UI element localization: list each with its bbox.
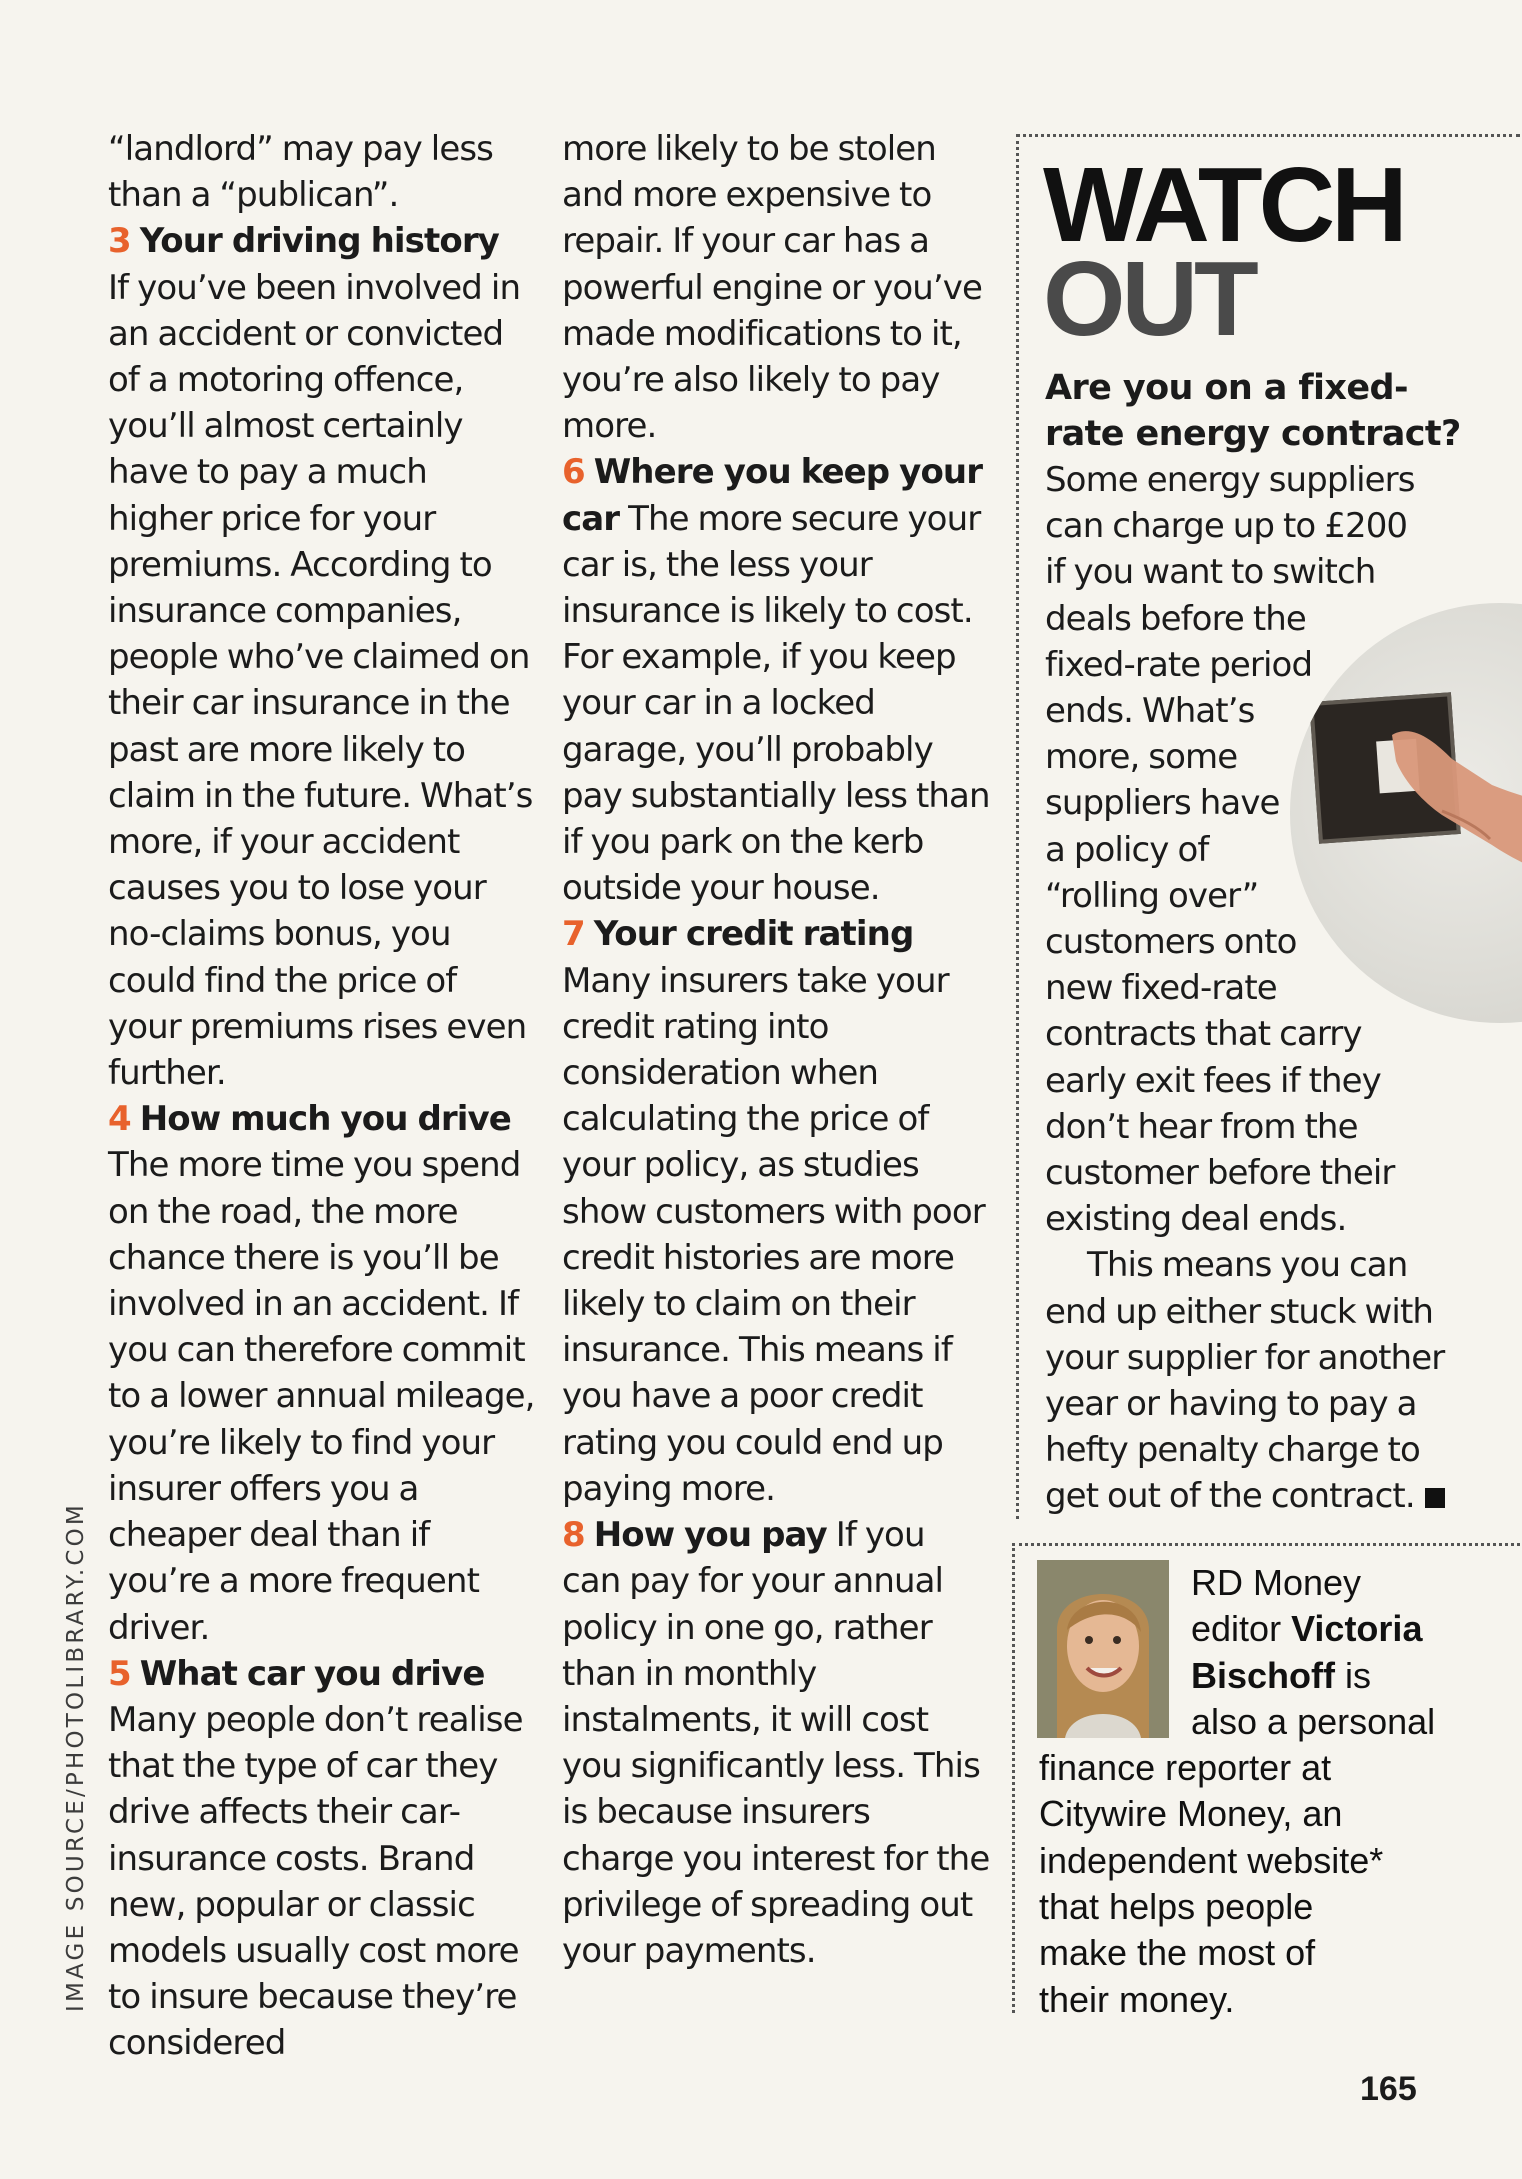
bio-line: also a personal [1191,1700,1436,1742]
section-7 [562,911,990,1512]
section-5 [108,1651,536,2067]
end-mark-icon [1425,1488,1445,1508]
bio-line [1039,1653,1509,1699]
sidebar-line: don’t hear from the [1045,1106,1358,1147]
section-6 [562,449,990,911]
section-4 [108,1096,536,1650]
bio-line: independent website* [1039,1839,1384,1881]
bio-line: make the most of [1039,1932,1316,1974]
sidebar-line: customer before their [1045,1153,1395,1194]
section-5-body: Many people don’t realise that the type of car they drive affects their car-insurance costs. Brand new, popular or classic models usually cost more to insure because they’re considered [108,1699,523,2064]
sidebar-line: more, some [1045,737,1238,778]
bio-line [1039,1606,1509,1652]
section-4-body: The more time you spend on the road, the more chance there is you’ll be involved in an accident. If you can therefore commit to a lower annual mileage, you’re likely to find your insurer offers you a cheaper deal than if you’re a more frequent driver. [108,1145,535,1648]
author-name-last: Bischoff [1191,1654,1335,1696]
sidebar-line: customers onto [1045,922,1297,963]
section-3-number: 3 [108,221,131,262]
section-5-number: 5 [108,1653,131,1694]
author-bio-text [1039,1560,1509,2023]
section-3-body: If you’ve been involved in an accident or convicted of a motoring offence, you’ll almost certainly have to pay a much higher price for your premiums. According to insurance companies, people who’ve claimed on their car insurance in the past are more likely to claim in the future. What’s more, if your accident causes you to lose your no-claims bonus, you could find the price of your premiums rises even further. [108,267,533,1094]
sidebar-line: contracts that carry [1045,1014,1362,1055]
sidebar-line: existing deal ends. [1045,1199,1347,1240]
bio-line: their money. [1039,1978,1235,2020]
bio-line: Citywire Money, an [1039,1793,1343,1835]
sidebar-title-out: OUT [1043,240,1255,358]
sidebar-line: can charge up to £200 [1045,506,1408,547]
bio-line: RD Money [1191,1562,1362,1603]
sidebar-title-watch: WATCH [1043,146,1404,264]
column-1-intro: “landlord” may pay less than a “publican”. [108,129,493,216]
hand-icon [1382,715,1522,885]
sidebar-line: suppliers have [1045,783,1280,824]
sidebar-question: Are you on a fixed-rate energy contract? [1045,368,1461,454]
bio-line-text: is [1335,1654,1371,1696]
sidebar-line: a policy of [1045,829,1209,870]
sidebar-paragraph-2 [1045,1242,1445,1519]
section-4-heading: How much you drive [139,1099,511,1140]
bio-line: that helps people [1039,1886,1314,1928]
sidebar-line: deals before the [1045,598,1306,639]
section-6-heading: Where you keep your car [562,452,983,539]
article-column-1 [108,126,536,2067]
section-3-heading: Your driving history [139,221,499,262]
author-bio [1012,1543,1520,2020]
sidebar-line: new fixed-rate [1045,968,1277,1009]
section-6-body: The more secure your car is, the less your insurance is likely to cost. For example, if you keep your car in a locked garage, you’ll probably pay substantially less than if you park on the kerb outside your house. [562,498,990,909]
article-column-2 [562,126,990,1974]
section-7-body: Many insurers take your credit rating into consideration when calculating the price of your policy, as studies show customers with poor credit histories are more likely to claim on their insurance. This means if you have a poor credit rating you could end up paying more. [562,960,985,1509]
bio-line: finance reporter at [1039,1747,1332,1789]
sidebar-line: fixed-rate period [1045,644,1313,685]
author-name-first: Victoria [1291,1608,1423,1650]
section-8-heading: How you pay [593,1515,827,1556]
section-8-body: If you can pay for your annual policy in one go, rather than in monthly instalments, it will cost you significantly less. This is because insurers charge you interest for the privilege of spreading out your payments. [562,1515,990,1971]
section-3 [108,218,536,1096]
page-number: 165 [1360,2070,1417,2108]
section-8 [562,1512,990,1974]
bio-line-text: editor [1191,1608,1292,1650]
sidebar-line: ends. What’s [1045,691,1255,732]
sidebar-paragraph-2-text: This means you can end up either stuck with your supplier for another year or having to pay a hefty penalty charge to get out of the contract. [1045,1245,1445,1517]
section-7-heading: Your credit rating [593,914,914,955]
sidebar-line: Some energy suppliers [1045,460,1415,500]
section-5-heading: What car you drive [139,1653,485,1694]
section-4-number: 4 [108,1099,131,1140]
sidebar-line: early exit fees if they [1045,1060,1381,1101]
section-7-number: 7 [562,914,585,955]
image-credit: IMAGE SOURCE/PHOTOLIBRARY.COM [63,1502,89,2012]
column-2-intro: more likely to be stolen and more expensive to repair. If your car has a powerful engine or you’ve made modifications to it, you’re also likely to pay more. [562,129,983,447]
section-8-number: 8 [562,1515,585,1556]
section-6-number: 6 [562,452,585,493]
sidebar-line: if you want to switch [1045,552,1376,593]
sidebar-line: “rolling over” [1045,875,1259,916]
